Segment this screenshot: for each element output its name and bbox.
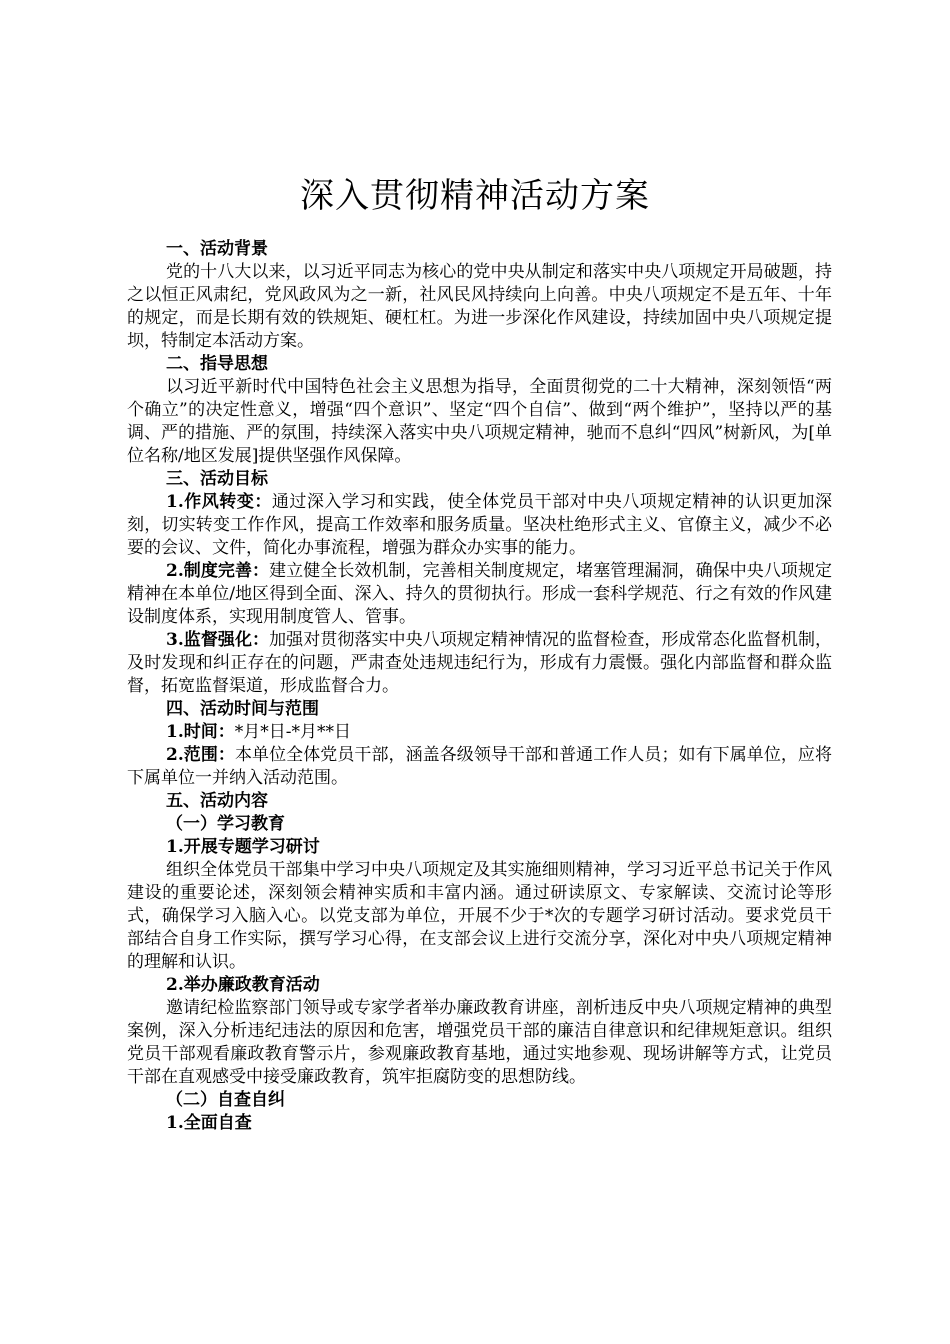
section-heading-time-scope: 四、活动时间与范围 [166,699,319,719]
subsection-heading-self-check: （二）自查自纠 [166,1090,285,1110]
document-title: 深入贯彻精神活动方案 [300,176,650,216]
goal-item-1 [127,491,832,560]
study-seminar-paragraph: 组织全体党员干部集中学习中央八项规定及其实施细则精神，学习习近平总书记关于作风建设的重要论述，深刻领会精神实质和丰富内涵。通过研读原文、专家解读、交流讨论等形式，确保学习入脑入心。以党支部为单位，开展不少于*次的专题学习研讨活动。要求党员干部结合自身工作实际，撰写学习心得，在支部会议上进行交流分享，深化对中央八项规定精神的理解和认识。 [127,860,832,972]
background-paragraph: 党的十八大以来，以习近平同志为核心的党中央从制定和落实中央八项规定开局破题，持之以恒正风肃纪，党风政风为之一新，社风民风持续向上向善。中央八项规定不是五年、十年的规定，而是长期有效的铁规矩、硬杠杠。为进一步深化作风建设，持续加固中央八项规定提坝，特制定本活动方案。 [127,262,832,351]
scope-item [127,744,832,790]
goal-2-text: 建立健全长效机制，完善相关制度规定，堵塞管理漏洞，确保中央八项规定精神在本单位/地区得到全面、深入、持久的贯彻执行。形成一套科学规范、行之有效的作风建设制度体系，实现用制度管人、管事。 [127,561,833,627]
item-heading-integrity-education: 2.举办廉政教育活动 [166,975,320,995]
time-lead: 1.时间： [166,722,235,742]
goal-1-lead: 1.作风转变： [166,492,272,512]
goal-item-2 [127,560,832,629]
time-text: *月*日-*月**日 [234,722,351,742]
integrity-education-paragraph: 邀请纪检监察部门领导或专家学者举办廉政教育讲座，剖析违反中央八项规定精神的典型案例，深入分析违纪违法的原因和危害，增强党员干部的廉洁自律意识和纪律规矩意识。组织党员干部观看廉政教育警示片，参观廉政教育基地，通过实地参观、现场讲解等方式，让党员干部在直观感受中接受廉政教育，筑牢拒腐防变的思想防线。 [127,998,832,1087]
goal-1-text: 通过深入学习和实践，使全体党员干部对中央八项规定精神的认识更加深刻，切实转变工作作风，提高工作效率和服务质量。坚决杜绝形式主义、官僚主义，减少不必要的会议、文件，简化办事流程，增强为群众办实事的能力。 [127,492,833,558]
goal-3-lead: 3.监督强化： [166,630,270,650]
section-heading-content: 五、活动内容 [166,791,268,811]
goal-3-text: 加强对贯彻落实中央八项规定精神情况的监督检查，形成常态化监督机制，及时发现和纠正存在的问题，严肃查处违规违纪行为，形成有力震慑。强化内部监督和群众监督，拓宽监督渠道，形成监督合力。 [127,630,833,696]
scope-text: 本单位全体党员干部，涵盖各级领导干部和普通工作人员；如有下属单位，应将下属单位一并纳入活动范围。 [127,745,832,788]
section-heading-goals: 三、活动目标 [166,469,268,489]
scope-lead: 2.范围： [166,745,235,765]
time-item [127,721,832,744]
guiding-thought-paragraph: 以习近平新时代中国特色社会主义思想为指导，全面贯彻党的二十大精神，深刻领悟“两个确立”的决定性意义，增强“四个意识”、坚定“四个自信”、做到“两个维护”，坚持以严的基调、严的措施、严的氛围，持续深入落实中央八项规定精神，驰而不息纠“四风”树新风，为[单位名称/地区发展]提供坚强作风保障。 [127,377,832,466]
document-body [127,238,832,1135]
item-heading-study-seminar: 1.开展专题学习研讨 [166,837,320,857]
subsection-heading-study: （一）学习教育 [166,814,285,834]
goal-2-lead: 2.制度完善： [166,561,270,581]
goal-item-3 [127,629,832,698]
section-heading-guiding-thought: 二、指导思想 [166,354,268,374]
item-heading-full-self-check: 1.全面自查 [166,1113,252,1133]
section-heading-background: 一、活动背景 [166,239,268,259]
